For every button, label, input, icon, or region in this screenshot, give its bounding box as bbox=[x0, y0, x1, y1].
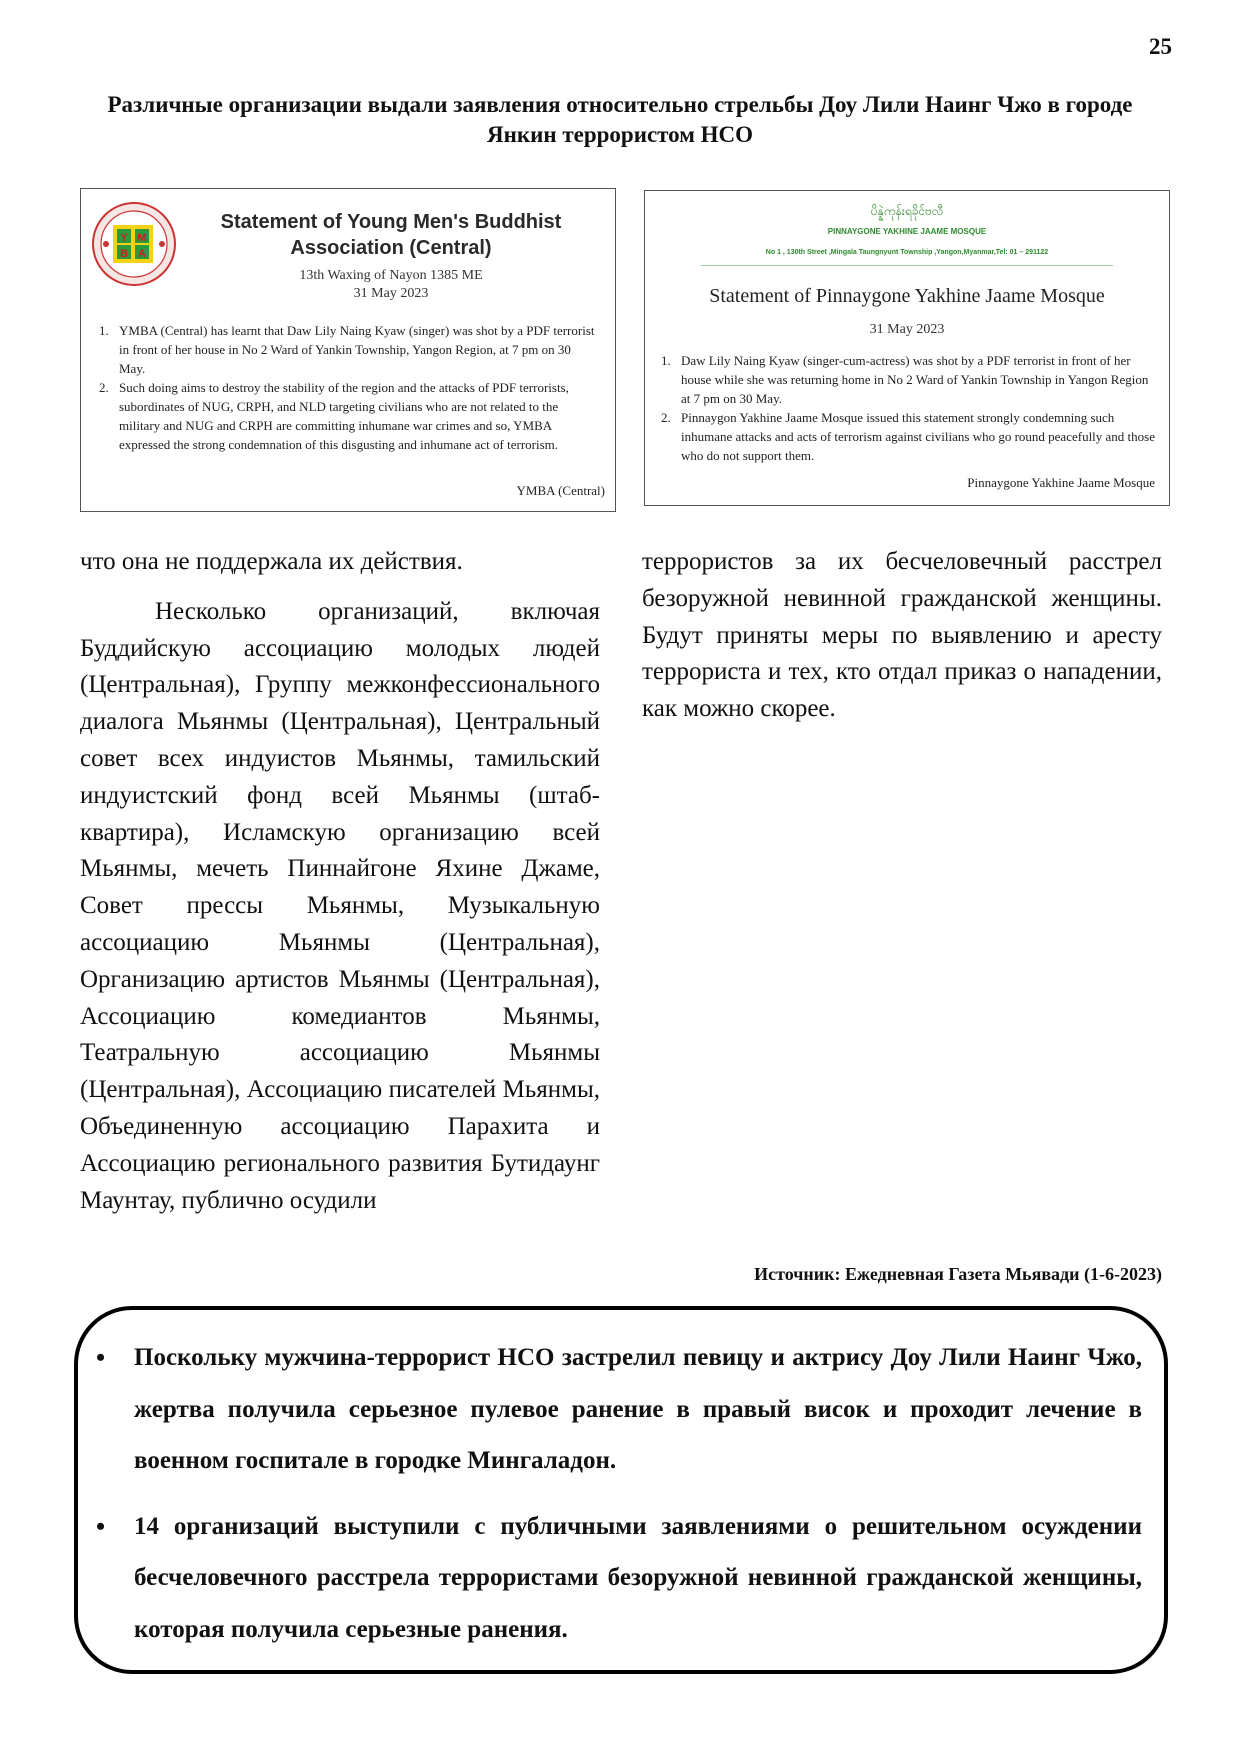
list-text: Daw Lily Naing Kyaw (singer-cum-actress) was shot by a PDF terrorist in front of her house while she was returning home in No 2 Ward of Yankin Township in Yangon Region at 7 pm on 30 May. bbox=[681, 353, 1149, 406]
page-number: 25 bbox=[1149, 34, 1172, 59]
mosque-letterhead-name: PINNAYGONE YAKHINE JAAME MOSQUE bbox=[827, 227, 987, 236]
ymba-title-line1: Statement of Young Men's Buddhist bbox=[220, 211, 562, 233]
list-item bbox=[93, 378, 597, 454]
svg-text:B: B bbox=[120, 248, 128, 260]
body-paragraph: что она не поддержала их действия. bbox=[80, 548, 463, 575]
ymba-date-line1: 13th Waxing of Nayon 1385 ME bbox=[299, 268, 483, 283]
list-number: 2. bbox=[99, 380, 109, 395]
source-citation: Источник: Ежедневная Газета Мьявади (1-6-2023) bbox=[754, 1264, 1162, 1284]
mosque-statement-header bbox=[645, 283, 1169, 339]
ymba-signature: YMBA (Central) bbox=[516, 483, 605, 498]
ymba-statement-image bbox=[80, 188, 616, 512]
page-title: Различные организации выдали заявления относительно стрельбы Доу Лили Наинг Чжо в городе Янкин террористом НСО bbox=[107, 92, 1133, 147]
mosque-statement-list bbox=[655, 351, 1155, 465]
ymba-statement-list bbox=[93, 321, 597, 454]
mosque-signature: Pinnaygone Yakhine Jaame Mosque bbox=[967, 475, 1155, 490]
list-number: 2. bbox=[661, 410, 671, 425]
list-number: 1. bbox=[661, 353, 671, 368]
list-number: 1. bbox=[99, 323, 109, 338]
mosque-title: Statement of Pinnaygone Yakhine Jaame Mosque bbox=[709, 285, 1105, 307]
body-left-column bbox=[80, 544, 600, 1219]
list-text: YMBA (Central) has learnt that Daw Lily Naing Kyaw (singer) was shot by a PDF terrorist in front of her house in No 2 Ward of Yankin Township, Yangon Region, at 7 pm on 30 May. bbox=[119, 323, 595, 376]
summary-bullet: • Поскольку мужчина-террорист НСО застрелил певицу и актрису Доу Лили Наинг Чжо, жертва получила серьезное пулевое ранение в правый висок и проходит лечение в военном госпитале в городке Мингаладон. bbox=[96, 1332, 1142, 1487]
summary-list bbox=[96, 1332, 1142, 1669]
svg-text:M: M bbox=[137, 232, 147, 244]
svg-text:A: A bbox=[138, 248, 146, 260]
list-item bbox=[655, 408, 1155, 465]
summary-box bbox=[74, 1306, 1168, 1674]
mosque-statement-image bbox=[644, 190, 1170, 506]
body-paragraph: террористов за их бесчеловечный расстрел безоружной невинной гражданской женщины. Будут приняты меры по выявлению и аресту террориста и тех, кто отдал приказ о нападении, как можно скорее. bbox=[642, 548, 1162, 723]
list-item bbox=[93, 321, 597, 378]
mosque-letterhead-address: No 1 , 130th Street ,Mingala Taungnyunt Township ,Yangon,Myanmar,Tel: 01 – 291122 bbox=[765, 249, 1049, 256]
body-paragraph: Несколько организаций, включая Буддийскую ассоциацию молодых людей (Центральная), Группу межконфессионального диалога Мьянмы (Центральная), Центральный совет всех индуистов Мьянмы, тамильский индуистский фонд всей Мьянмы (штаб-квартира), Исламскую организацию всей Мьянмы, мечеть Пиннайгоне Яхине Джаме, Совет прессы Мьянмы, Музыкальную ассоциацию Мьянмы (Центральная), Организацию артистов Мьянмы (Центральная), Ассоциацию комедиантов Мьянмы, Театральную ассоциацию Мьянмы (Центральная), Ассоциацию писателей Мьянмы, Объединенную ассоциацию Парахита и Ассоциацию регионального развития Бутидаунг Маунтау, публично осудили bbox=[80, 597, 600, 1214]
ymba-title-line2: Association (Central) bbox=[290, 237, 492, 259]
mosque-myanmar-name: ပိန္နဲကုန်းရခိုင်ဗလီ bbox=[870, 204, 944, 218]
letterhead-divider bbox=[701, 265, 1113, 266]
summary-bullet: • 14 организаций выступили с публичными заявлениями о решительном осуждении бесчеловечного расстрела террористами безоружной невинной гражданской женщины, которая получила серьезные ранения. bbox=[96, 1501, 1142, 1656]
ymba-date-line2: 31 May 2023 bbox=[353, 286, 429, 301]
mosque-date: 31 May 2023 bbox=[869, 322, 945, 337]
list-text: Pinnaygon Yakhine Jaame Mosque issued this statement strongly condemning such inhumane attacks and acts of terrorism against civilians who go round peacefully and those who do not support them. bbox=[681, 410, 1155, 463]
list-item bbox=[655, 351, 1155, 408]
list-text: Such doing aims to destroy the stability of the region and the attacks of PDF terrorists, subordinates of NUG, CRPH, and NLD targeting civilians who are not related to the military and NUG and CRPH are committing inhumane war crimes and so, YMBA expressed the strong condemnation of this disgusting and inhumane act of terrorism. bbox=[119, 380, 569, 452]
ymba-statement-header bbox=[181, 209, 601, 303]
svg-text:Y: Y bbox=[120, 232, 128, 244]
body-right-column bbox=[642, 544, 1162, 728]
ymba-logo-emblem bbox=[91, 201, 177, 287]
